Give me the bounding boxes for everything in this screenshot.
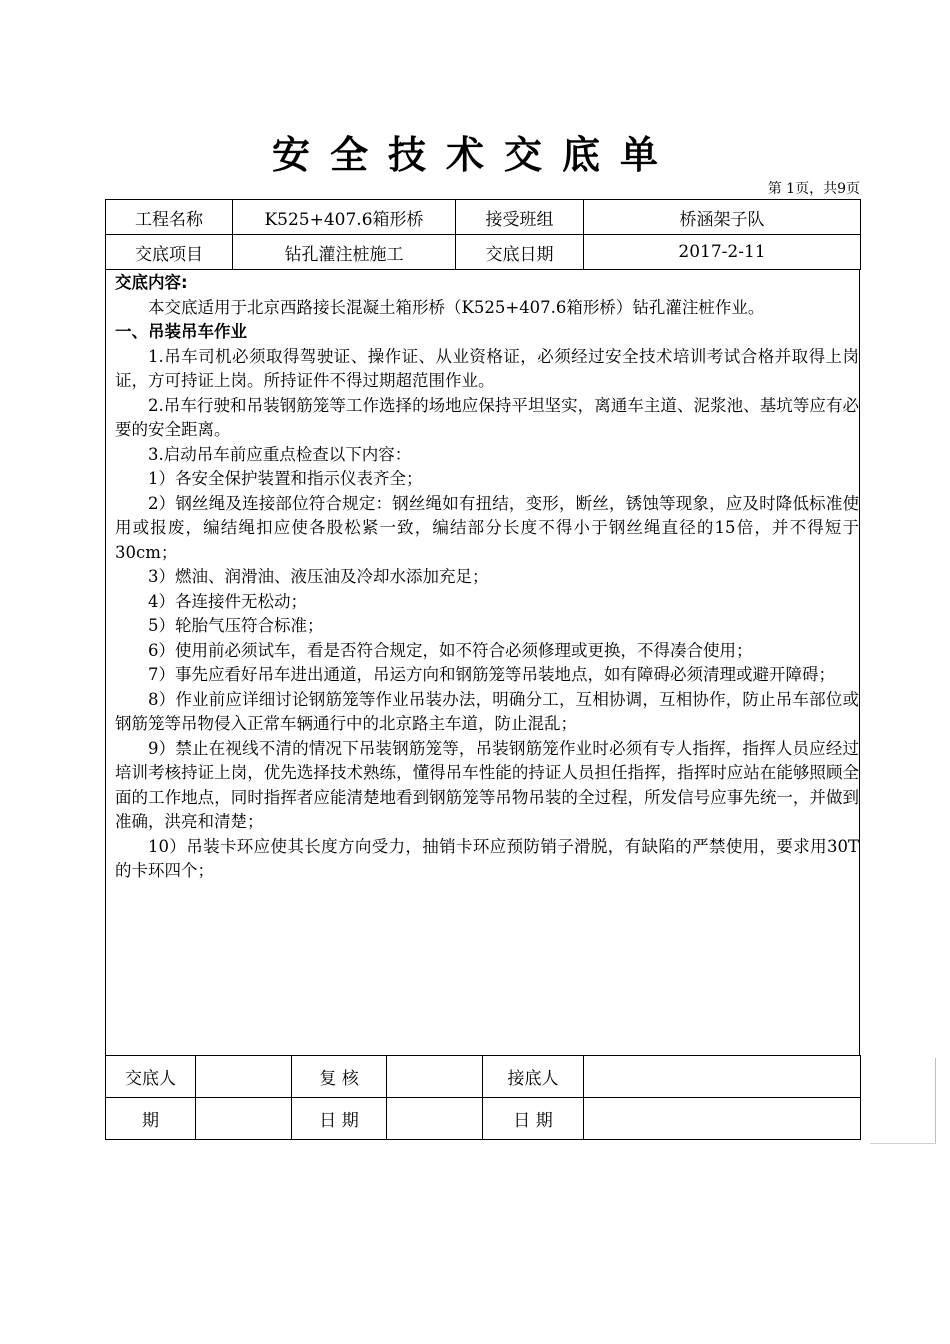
paragraph: 3）燃油、润滑油、液压油及冷却水添加充足； [148,567,489,586]
receiving-team-label: 接受班组 [456,200,584,235]
paragraph: 9）禁止在视线不清的情况下吊装钢筋笼等，吊装钢筋笼作业时必须有专人指挥，指挥人员应经过培训考核持证上岗，优先选择技术熟练，懂得吊车性能的持证人员担任指挥，指挥时应站在能够照顾全面的工作地点，同时指挥者应能清楚地看到钢筋笼等吊物吊装的全过程，所发信号应事先统一，并做到准确，洪亮和清楚； [115,738,859,831]
briefer-date-label: 期 [106,1098,196,1140]
paragraph: 1）各安全保护装置和指示仪表齐全； [148,469,423,488]
briefing-date-label: 交底日期 [456,235,584,270]
briefer-signature-field[interactable] [196,1056,292,1098]
briefer-date-field[interactable] [196,1098,292,1140]
signature-row [106,1056,861,1098]
paragraph: 2）钢丝绳及连接部位符合规定：钢丝绳如有扭结，变形，断丝，锈蚀等现象，应及时降低标准使用或报废，编结绳扣应使各股松紧一致，编结部分长度不得小于钢丝绳直径的15倍，并不得短于30cm； [115,493,859,562]
briefer-label: 交底人 [106,1056,196,1098]
section-title: 一、吊装吊车作业 [115,322,247,341]
paragraph: 8）作业前应详细讨论钢筋笼等作业吊装办法，明确分工，互相协调，互相协作，防止吊车部位或钢筋笼等吊物侵入正常车辆通行中的北京路主车道，防止混乱； [115,689,859,733]
signature-table [105,1055,861,1140]
project-name-label: 工程名称 [106,200,233,235]
paragraph: 6）使用前必须试车，看是否符合规定，如不符合必须修理或更换，不得凑合使用； [148,640,753,660]
receiver-date-label: 日 期 [483,1098,584,1140]
reviewer-date-field[interactable] [387,1098,483,1140]
receiver-label: 接底人 [483,1056,584,1098]
receiver-signature-field[interactable] [584,1056,861,1098]
briefing-item-label: 交底项目 [106,235,233,270]
document-title: 安全技术交底单 [271,133,678,177]
info-row-item [106,235,861,270]
reviewer-label: 复 核 [292,1056,387,1098]
page-edge-line [870,1143,936,1144]
paragraph: 7）事先应看好吊车进出通道，吊运方向和钢筋笼等吊装地点，如有障碍必须清理或避开障碍； [148,665,835,684]
reviewer-signature-field[interactable] [387,1056,483,1098]
receiver-date-field[interactable] [584,1098,861,1140]
briefing-item-value: 钻孔灌注桩施工 [233,235,456,270]
project-name-value: K525+407.6箱形桥 [233,200,456,235]
paragraph: 3.启动吊车前应重点检查以下内容： [148,444,412,464]
page-number: 第 1页，共9页 [767,181,860,197]
paragraph: 2.吊车行驶和吊装钢筋笼等工作选择的场地应保持平坦坚实，离通车主道、泥浆池、基坑等应有必要的安全距离。 [115,395,859,439]
briefing-content [105,269,860,1055]
paragraph: 4）各连接件无松动； [148,591,307,611]
receiving-team-value: 桥涵架子队 [584,200,861,235]
paragraph: 1.吊车司机必须取得驾驶证、操作证、从业资格证，必须经过安全技术培训考试合格并取得上岗证，方可持证上岗。所持证件不得过期超范围作业。 [115,346,859,390]
info-table [105,199,861,270]
reviewer-date-label: 日 期 [292,1098,387,1140]
info-row-project [106,200,861,235]
briefing-date-value: 2017-2-11 [584,235,861,270]
date-row [106,1098,861,1140]
paragraph: 10）吊装卡环应使其长度方向受力，抽销卡环应预防销子滑脱，有缺陷的严禁使用，要求用30T的卡环四个； [115,836,859,880]
paragraph: 5）轮胎气压符合标准； [148,616,324,635]
intro-paragraph: 本交底适用于北京西路接长混凝土箱形桥（K525+407.6箱形桥）钻孔灌注桩作业。 [148,297,765,317]
content-heading: 交底内容: [115,273,188,292]
page-edge-line [935,1058,936,1144]
